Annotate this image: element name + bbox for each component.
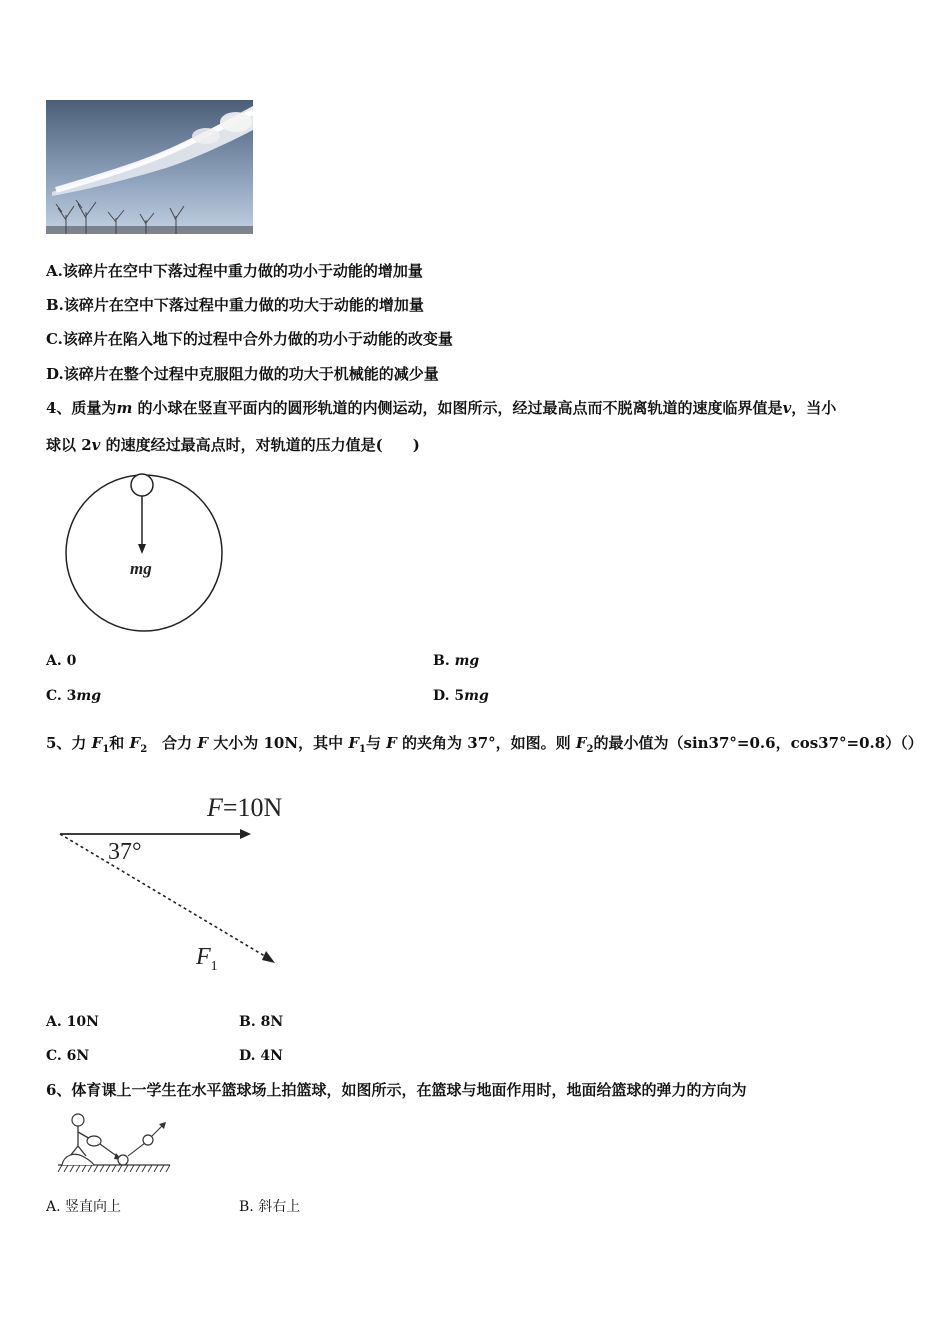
question-4-stem-line2: 球以 2v 的速度经过最高点时，对轨道的压力值是( ) — [46, 436, 420, 454]
q6-option-a: A. 竖直向上 — [46, 1199, 122, 1215]
mg-label: mg — [130, 559, 152, 578]
force-vector-figure — [50, 788, 310, 978]
svg-text:F1 — [195, 944, 218, 974]
q4-option-c: C. 3mg — [46, 688, 101, 704]
svg-text:F=10N — [206, 793, 283, 822]
q5-option-c: C. 6N — [46, 1048, 90, 1064]
q6-option-b: B. 斜右上 — [239, 1199, 301, 1215]
circular-track-figure — [60, 468, 230, 638]
angle-label: 37° — [108, 839, 142, 865]
question-5-stem: 5、力 $F_1$和 $F_2$ 合力 F 大小为 10N，其中 $F_1$与 F 的夹角为 37°，如图。则 $F_2$的最小值为（sin37°=0.6，cos37°=0.8）（） — [46, 734, 923, 755]
option-c: C.该碎片在陷入地下的过程中合外力做的功小于动能的改变量 — [46, 330, 453, 348]
q4-option-d: D. 5mg — [433, 688, 489, 704]
q5-option-d: D. 4N — [239, 1048, 283, 1064]
basketball-dribble-figure — [56, 1110, 172, 1176]
q4-option-a: A. 0 — [46, 653, 77, 669]
q5-option-b: B. 8N — [239, 1014, 284, 1030]
f1-label: F — [196, 944, 211, 970]
meteor-trail-photo — [46, 100, 253, 234]
f-value: =10N — [222, 793, 283, 822]
q5-option-a: A. 10N — [46, 1014, 99, 1030]
question-4-stem-line1: 4、质量为m 的小球在竖直平面内的圆形轨道的内侧运动，如图所示，经过最高点而不脱离轨道的速度临界值是v，当小 — [46, 399, 837, 417]
f1-subscript: 1 — [210, 959, 218, 974]
option-d: D.该碎片在整个过程中克服阻力做的功大于机械能的减少量 — [46, 365, 439, 383]
question-6-stem: 6、体育课上一学生在水平篮球场上拍篮球，如图所示，在篮球与地面作用时，地面给篮球的弹力的方向为 — [46, 1081, 747, 1099]
option-b: B.该碎片在空中下落过程中重力做的功大于动能的增加量 — [46, 296, 424, 314]
f-label: F — [207, 793, 223, 822]
q4-option-b: B. mg — [433, 653, 480, 669]
option-a: A.该碎片在空中下落过程中重力做的功小于动能的增加量 — [46, 262, 423, 280]
